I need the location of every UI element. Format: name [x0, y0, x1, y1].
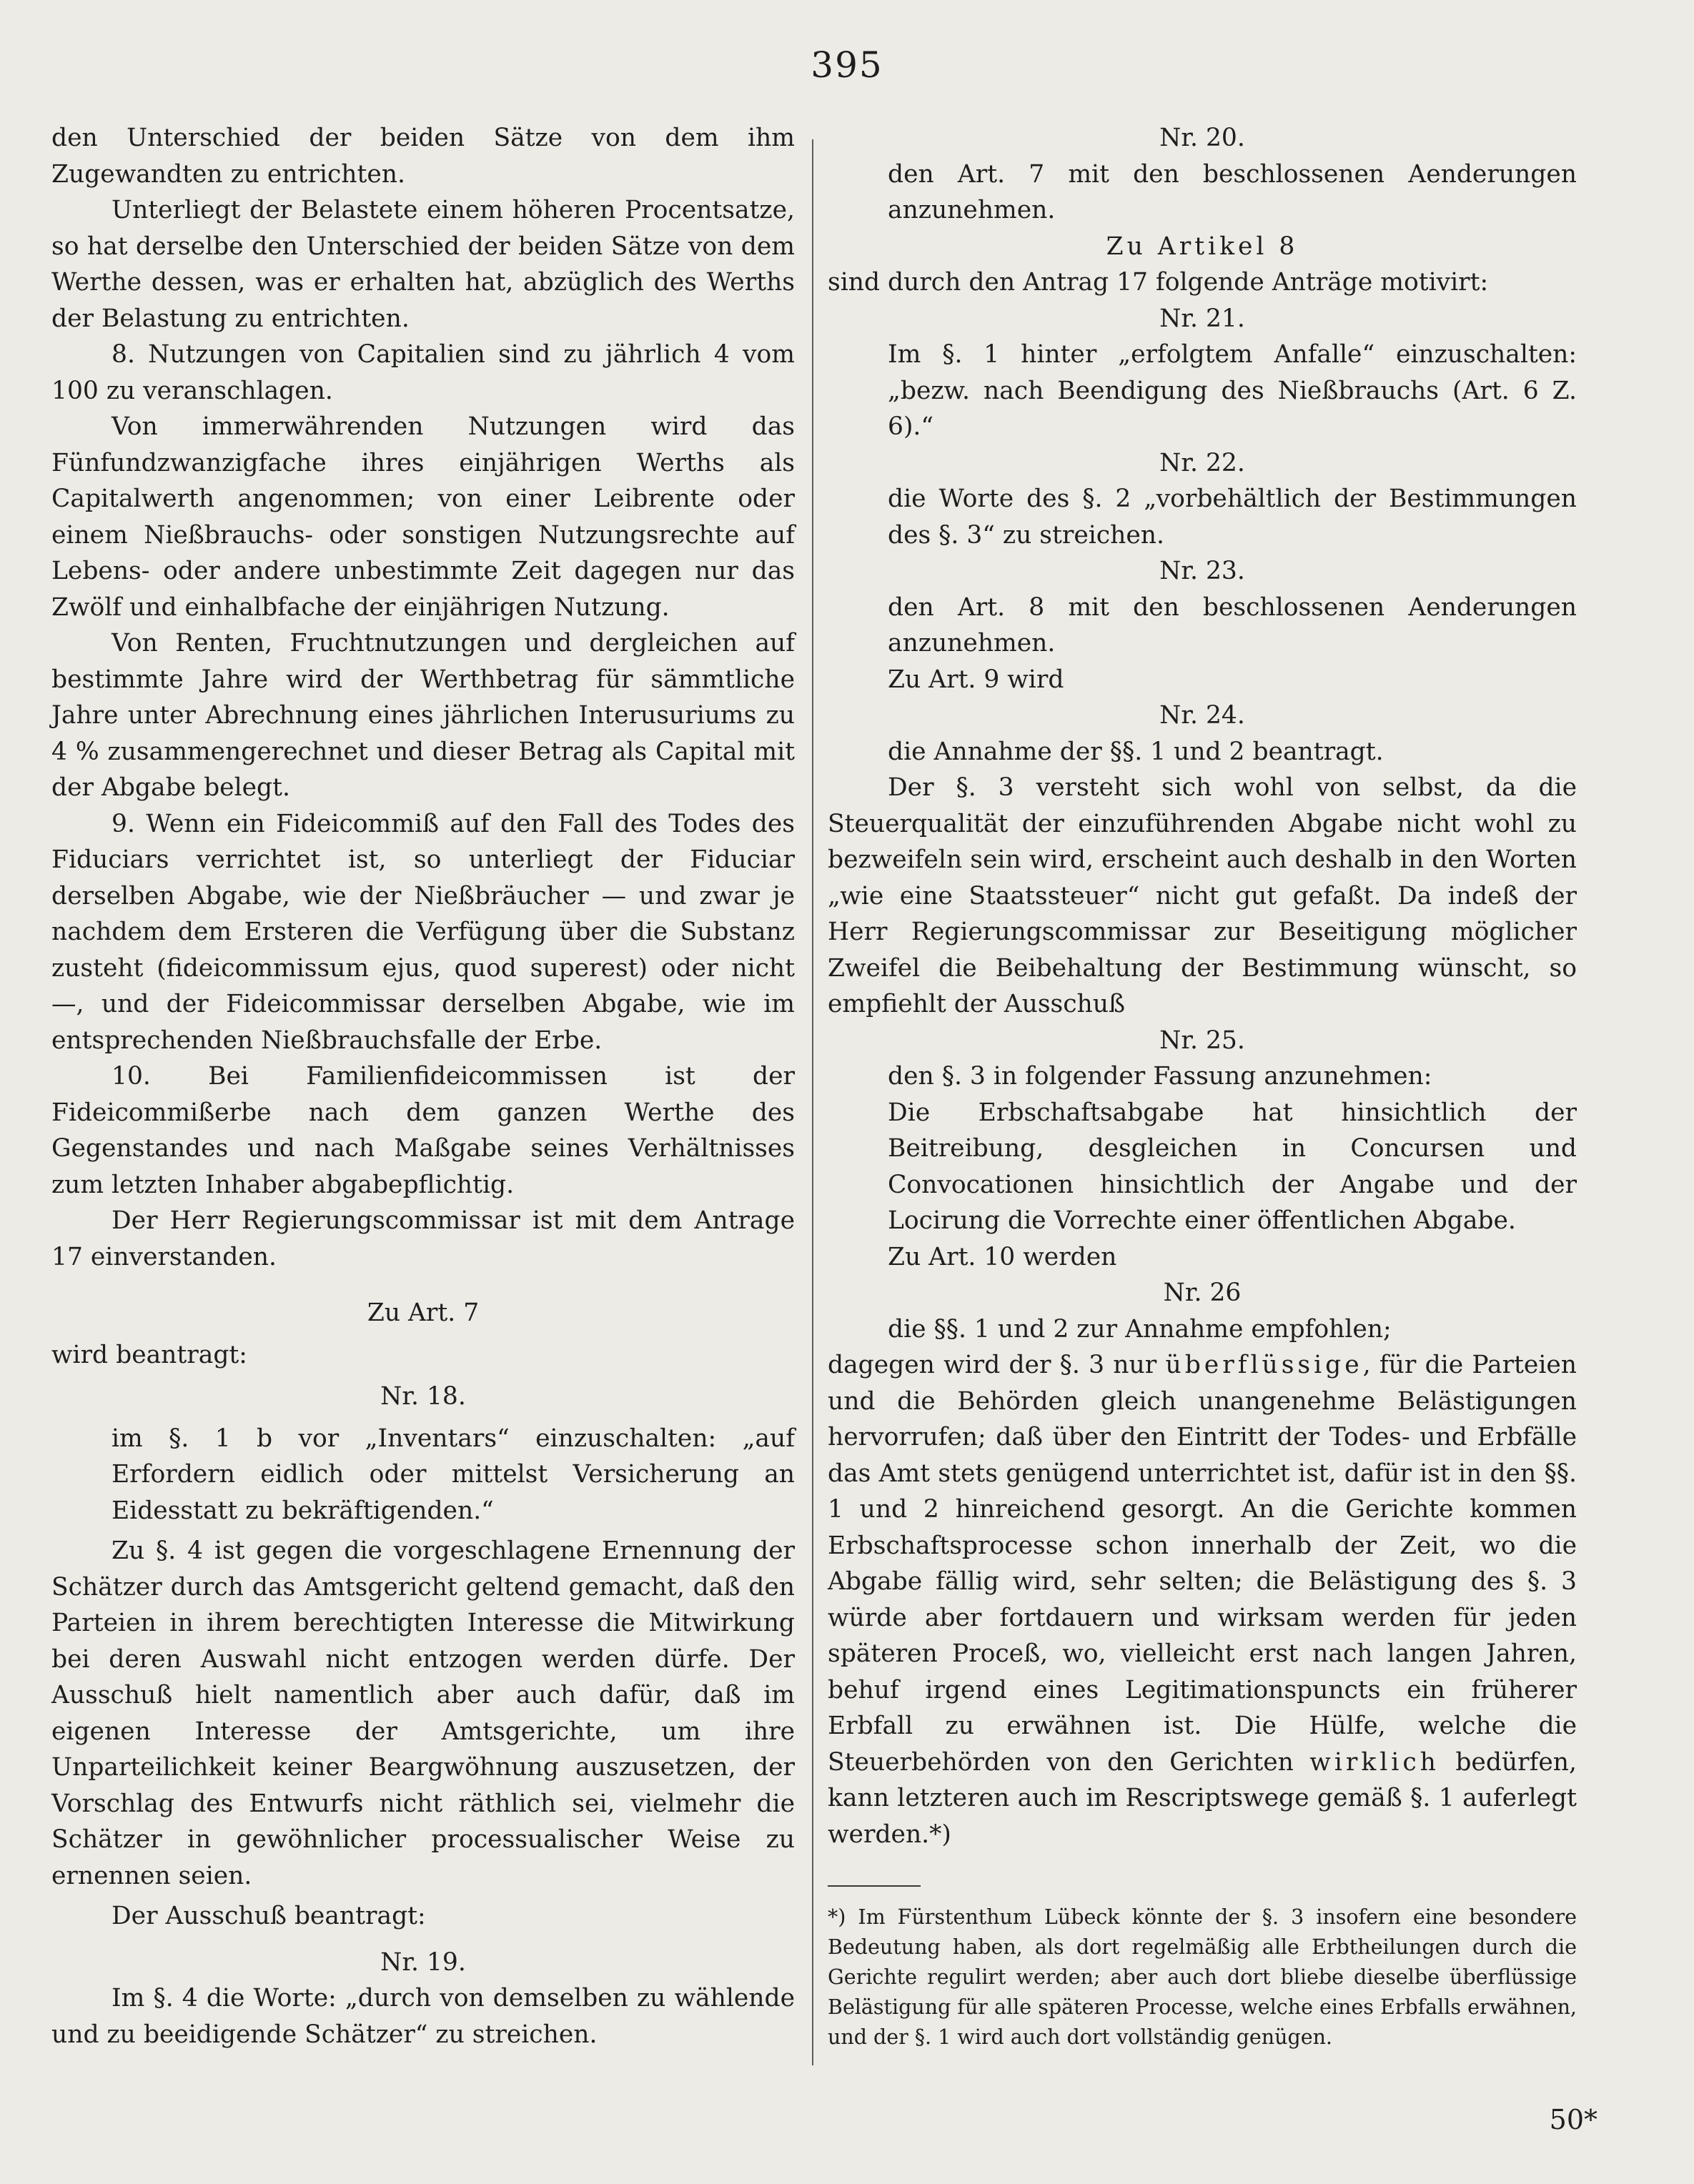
section-heading-art7: Zu Art. 7 — [367, 1299, 480, 1327]
motion-heading-nr25: Nr. 25. — [1159, 1026, 1245, 1055]
paragraph: Unterliegt der Belastete einem höheren Procentsatze, so hat derselbe den Unterschied der beiden Sätze von dem Werthe dessen, was er erhalten hat, abzüglich des Werths der Belastung zu entrichten. — [51, 196, 795, 333]
paragraph: Von Renten, Fruchtnutzungen und dergleichen auf bestimmte Jahre wird der Werthbetrag für sämmtliche Jahre unter Abrechnung eines jährlichen Interusuriums zu 4 % zusammengerechnet und dieser Betrag als Capital mit der Abgabe belegt. — [51, 629, 795, 802]
text-run: , für die Parteien und die Behörden gleich unangenehme Belästigungen hervorrufen; daß über den Eintritt der Todes- und Erbfälle das Amt stets genügend unterrichtet ist, dafür ist in den §§. 1 und 2 hinreichend gesorgt. An die Gerichte kommen Erbschaftsprocesse schon innerhalb der Zeit, wo die Abgabe fällig wird, sehr selten; die Belästigung des §. 3 würde aber fortdauern und wirksam werden für jeden späteren Proceß, wo, vielleicht erst nach langen Jahren, behuf irgend eines Legitimationspuncts ein früherer Erbfall zu erwähnen ist. Die Hülfe, welche die Steuerbehörden von den Gerichten — [828, 1351, 1577, 1777]
paragraph: 9. Wenn ein Fideicommiß auf den Fall des Todes des Fiduciars verrichtet ist, so unterliegt der Fiduciar derselben Abgabe, wie der Nießbräucher — und zwar je nachdem dem Ersteren die Verfügung über die Substanz zusteht (fideicommissum ejus, quod superest) oder nicht —, und der Fideicommissar derselben Abgabe, wie im entsprechenden Nießbrauchsfalle der Erbe. — [51, 809, 795, 1055]
paragraph: 8. Nutzungen von Capitalien sind zu jährlich 4 vom 100 zu veranschlagen. — [51, 340, 795, 405]
text-run: dagegen wird der §. 3 nur — [828, 1351, 1157, 1379]
column-divider — [812, 139, 813, 2065]
motion-heading-nr22: Nr. 22. — [1159, 448, 1245, 477]
paragraph — [828, 1347, 1577, 1852]
motion-heading-nr23: Nr. 23. — [1159, 557, 1245, 585]
paragraph: im §. 1 b vor „Inventars“ einzuschalten: „auf Erfordern eidlich oder mittelst Versicherung an Eidesstatt zu bekräftigenden.“ — [112, 1424, 795, 1525]
right-column — [828, 120, 1577, 2053]
paragraph: Von immerwährenden Nutzungen wird das Fünfundzwanzigfache ihres einjährigen Werths als Capitalwerth angenommen; von einer Leibrente oder einem Nießbrauchs- oder sonstigen Nutzungsrechte auf Lebens- oder andere unbestimmte Zeit dagegen nur das Zwölf und einhalbfache der einjährigen Nutzung. — [51, 412, 795, 622]
paragraph: Zu Art. 9 wird — [888, 665, 1064, 694]
motion-heading-nr24: Nr. 24. — [1159, 701, 1245, 730]
paragraph: die §§. 1 und 2 zur Annahme empfohlen; — [888, 1314, 1392, 1344]
footnote: *) Im Fürstenthum Lübeck könnte der §. 3 insofern eine besondere Bedeutung haben, als dort regelmäßig alle Erbtheilungen durch die Gerichte regulirt werden; aber auch dort bliebe dieselbe überflüssige Belästigung für alle späteren Processe, welche eines Erbfalls erwähnen, und der §. 1 wird auch dort vollständig genügen. — [828, 1905, 1577, 2049]
emphasis: überflüssige — [1165, 1351, 1363, 1379]
motion-heading-nr21: Nr. 21. — [1159, 304, 1245, 333]
paragraph: den §. 3 in folgender Fassung anzunehmen: — [888, 1062, 1432, 1091]
paragraph: Im §. 4 die Worte: „durch von demselben zu wählende und zu beeidigende Schätzer“ zu streichen. — [51, 1984, 795, 2049]
paragraph: den Unterschied der beiden Sätze von dem ihm Zugewandten zu entrichten. — [51, 124, 795, 189]
paragraph: sind durch den Antrag 17 folgende Anträge motivirt: — [828, 268, 1489, 297]
motion-heading-nr18: Nr. 18. — [380, 1382, 466, 1411]
left-column — [51, 120, 795, 2053]
sheet-signature: 50* — [1549, 2104, 1598, 2135]
footnote-divider — [828, 1885, 921, 1887]
page-number: 395 — [811, 44, 883, 86]
quoted-provision: Die Erbschaftsabgabe hat hinsichtlich der Beitreibung, desgleichen in Concursen und Convocationen hinsichtlich der Angabe und der Locirung die Vorrechte einer öffentlichen Abgabe. — [888, 1098, 1577, 1235]
motion-heading-nr26: Nr. 26 — [1163, 1279, 1242, 1307]
paragraph: die Worte des §. 2 „vorbehältlich der Bestimmungen des §. 3“ zu streichen. — [888, 485, 1577, 550]
paragraph: 10. Bei Familienfideicommissen ist der Fideicommißerbe nach dem ganzen Werthe des Gegenstandes und nach Maßgabe seines Verhältnisses zum letzten Inhaber abgabepflichtig. — [51, 1062, 795, 1199]
text-run: bedürfen, kann letzteren auch im Rescriptswege gemäß §. 1 auferlegt werden.*) — [828, 1747, 1577, 1849]
section-heading-art8 — [828, 229, 1577, 265]
paragraph: Der §. 3 versteht sich wohl von selbst, da die Steuerqualität der einzuführenden Abgabe nicht wohl zu bezweifeln sein wird, erscheint auch deshalb in den Worten „wie eine Staatssteuer“ nicht gut gefaßt. Da indeß der Herr Regierungscommissar zur Beseitigung möglicher Zweifel die Beibehaltung der Bestimmung wünscht, so empfiehlt der Ausschuß — [828, 773, 1577, 1018]
paragraph: Der Ausschuß beantragt: — [112, 1902, 426, 1930]
paragraph: den Art. 8 mit den beschlossenen Aenderungen anzunehmen. — [888, 592, 1577, 657]
emphasis: wirklich — [1309, 1747, 1440, 1777]
section-heading-text: Zu Artikel 8 — [1106, 232, 1299, 261]
motion-heading-nr20: Nr. 20. — [1159, 124, 1245, 152]
paragraph: Der Herr Regierungscommissar ist mit dem Antrage 17 einverstanden. — [51, 1206, 795, 1271]
paragraph: die Annahme der §§. 1 und 2 beantragt. — [888, 737, 1384, 766]
paragraph: Im §. 1 hinter „erfolgtem Anfalle“ einzuschalten: „bezw. nach Beendigung des Nießbrauchs (Art. 6 Z. 6).“ — [888, 340, 1577, 441]
motion-heading-nr19: Nr. 19. — [380, 1947, 466, 1977]
paragraph: Zu §. 4 ist gegen die vorgeschlagene Ernennung der Schätzer durch das Amtsgericht geltend gemacht, daß den Parteien in ihrem berechtigten Interesse die Mitwirkung bei deren Auswahl nicht entzogen werden dürfe. Der Ausschuß hielt namentlich aber auch dafür, daß im eigenen Interesse der Amtsgerichte, um ihre Unparteilichkeit keiner Beargwöhnung auszusetzen, der Vorschlag des Entwurfs nicht räthlich sei, vielmehr die Schätzer in gewöhnlicher processualischer Weise zu ernennen seien. — [51, 1537, 795, 1890]
paragraph: den Art. 7 mit den beschlossenen Aenderungen anzunehmen. — [888, 159, 1577, 224]
paragraph: Zu Art. 10 werden — [888, 1242, 1117, 1271]
paragraph: wird beantragt: — [51, 1340, 247, 1369]
